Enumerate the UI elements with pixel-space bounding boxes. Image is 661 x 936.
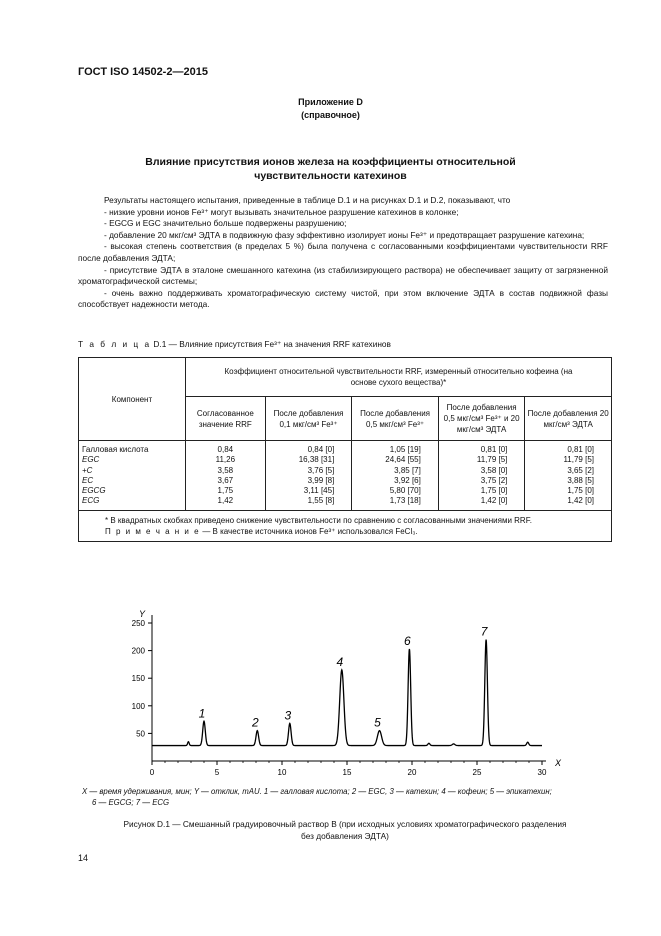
y-tick-label: 50 (136, 729, 145, 739)
cell-agreed: 3,67 (185, 476, 265, 486)
cell-fe05: 1,05 [19] (352, 441, 439, 456)
cell-fe05-edta: 3,75 [2] (438, 476, 525, 486)
header-fe05-edta: После добавления 0,5 мкг/см³ Fe³⁺ и 20 мкг/см³ ЭДТА (438, 397, 525, 441)
chromatogram-chart (100, 609, 570, 780)
x-tick-label: 30 (537, 768, 547, 777)
chart-axes (139, 609, 562, 768)
bullet-5: - присутствие ЭДТА в эталоне смешанного катехина (из стабилизирующего раствора) не обеспечивает защиту от загрязненной хроматографической системы; (78, 264, 608, 287)
table-caption (78, 339, 391, 349)
peak-label: 1 (198, 706, 206, 721)
cell-component: ECG (79, 496, 186, 510)
table-caption-prefix: Т а б л и ц а (78, 339, 152, 349)
figure-caption-line1: Рисунок D.1 — Смешанный градуировочный раствор B (при исходных условиях хроматографического разделения (123, 819, 567, 829)
body-text (78, 195, 608, 311)
header-component: Компонент (79, 358, 186, 441)
peak-label: 6 (404, 633, 411, 648)
cell-edta: 3,65 [2] (525, 466, 612, 476)
cell-fe05: 1,73 [18] (352, 496, 439, 510)
bullet-6: - очень важно поддерживать хроматографическую систему чистой, при этом включение ЭДТА в состав подвижной фазы способствует надежности метода. (78, 287, 608, 310)
peak-labels (199, 625, 489, 730)
cell-edta: 1,75 [0] (525, 486, 612, 496)
bullet-2: - EGCG и EGC значительно больше подвержены разрушению; (104, 218, 347, 229)
cell-edta: 3,88 [5] (525, 476, 612, 486)
cell-agreed: 0,84 (185, 441, 265, 456)
header-edta: После добавления 20 мкг/см³ ЭДТА (525, 397, 612, 441)
figure-legend (82, 786, 612, 808)
peak-label: 5 (374, 715, 381, 730)
peak-label: 7 (480, 624, 488, 639)
chromatogram-line (152, 640, 542, 746)
y-axis-label: Y (139, 609, 146, 619)
cell-component: Галловая кислота (79, 441, 186, 456)
note-text: — В качестве источника ионов Fe³⁺ использовался FeCl₃. (202, 526, 418, 536)
y-tick-label: 100 (131, 701, 145, 711)
bullet-1: - низкие уровни ионов Fe³⁺ могут вызывать значительное разрушение катехинов в колонке; (104, 206, 459, 217)
annex-type: (справочное) (301, 110, 360, 120)
rrf-table (78, 357, 612, 542)
peak-label: 3 (284, 708, 292, 723)
document-header: ГОСТ ISO 14502-2—2015 (78, 66, 208, 78)
header-rrf-group: Коэффициент относительной чувствительности RRF, измеренный относительно кофеина (на основе сухого вещества)* (185, 358, 611, 397)
note-label: П р и м е ч а н и е (105, 526, 201, 536)
x-tick-label: 5 (214, 768, 220, 777)
header-fe01: После добавления 0,1 мкг/см³ Fe³⁺ (265, 397, 352, 441)
header-agreed: Согласованное значение RRF (185, 397, 265, 441)
table-row (79, 455, 612, 465)
annex-title: Приложение D (298, 97, 363, 107)
table-row (79, 496, 612, 510)
table-row (79, 466, 612, 476)
x-tick-label: 25 (472, 768, 482, 777)
x-tick-label: 10 (277, 768, 287, 777)
table-caption-text: D.1 — Влияние присутствия Fe³⁺ на значения RRF катехинов (153, 339, 391, 349)
cell-fe05: 3,85 [7] (352, 466, 439, 476)
cell-fe05-edta: 1,42 [0] (438, 496, 525, 510)
cell-component: EC (79, 476, 186, 486)
table-row (79, 476, 612, 486)
bullet-4: - высокая степень соответствия (в пределах 5 %) была получена с согласованными коэффициентами чувствительности RRF после добавления ЭДТА; (78, 241, 608, 263)
table-row (79, 441, 612, 456)
figure-caption-line2: без добавления ЭДТА) (301, 831, 389, 841)
y-tick-label: 250 (131, 619, 145, 628)
cell-fe01: 3,99 [8] (265, 476, 352, 486)
table-footnote: * В квадратных скобках приведено снижение чувствительности по сравнению с согласованными значениями RRF. (105, 515, 532, 525)
page-number: 14 (78, 853, 89, 863)
table-note (85, 526, 605, 537)
peak-label: 4 (336, 654, 344, 669)
y-tick-label: 150 (131, 674, 145, 684)
cell-component: EGCG (79, 486, 186, 496)
cell-edta: 11,79 [5] (525, 455, 612, 465)
cell-fe05-edta: 0,81 [0] (438, 441, 525, 456)
x-tick-label: 0 (149, 768, 155, 777)
cell-fe01: 1,55 [8] (265, 496, 352, 510)
cell-fe05-edta: 1,75 [0] (438, 486, 525, 496)
cell-agreed: 1,75 (185, 486, 265, 496)
cell-fe05-edta: 3,58 [0] (438, 466, 525, 476)
x-tick-label: 20 (407, 768, 417, 777)
bullet-3: - добавление 20 мкг/см³ ЭДТА в подвижную фазу эффективно изолирует ионы Fe³⁺ и предотвращает разрушение катехина; (104, 229, 585, 240)
legend-line2: 6 — EGCG; 7 — ECG (92, 798, 170, 807)
cell-fe01: 0,84 [0] (265, 441, 352, 456)
table-footnote-cell (79, 510, 612, 541)
cell-agreed: 3,58 (185, 466, 265, 476)
x-axis-label: X (555, 758, 562, 768)
table-row (79, 486, 612, 496)
cell-fe05: 3,92 [6] (352, 476, 439, 486)
section-title-line2: чувствительности катехинов (254, 170, 407, 182)
cell-fe05-edta: 11,79 [5] (438, 455, 525, 465)
cell-fe01: 16,38 [31] (265, 455, 352, 465)
cell-edta: 1,42 [0] (525, 496, 612, 510)
paragraph-intro: Результаты настоящего испытания, приведенные в таблице D.1 и на рисунках D.1 и D.2, показывают, что (104, 195, 511, 205)
y-tick-label: 200 (131, 646, 145, 656)
legend-line1: X — время удерживания, мин; Y — отклик, mAU. 1 — галловая кислота; 2 — EGC, 3 — катехин; 4 — кофеин; 5 — эпикатехин; (82, 787, 552, 796)
peak-label: 2 (251, 715, 259, 730)
cell-fe05: 5,80 [70] (352, 486, 439, 496)
section-title-line1: Влияние присутствия ионов железа на коэффициенты относительной (145, 156, 516, 168)
cell-component: EGC (79, 455, 186, 465)
cell-agreed: 11,26 (185, 455, 265, 465)
cell-fe01: 3,76 [5] (265, 466, 352, 476)
figure-caption (78, 818, 612, 842)
cell-agreed: 1,42 (185, 496, 265, 510)
table-footer (79, 510, 612, 541)
cell-edta: 0,81 [0] (525, 441, 612, 456)
cell-fe05: 24,64 [55] (352, 455, 439, 465)
header-fe05: После добавления 0,5 мкг/см³ Fe³⁺ (352, 397, 439, 441)
cell-component: +C (79, 466, 186, 476)
x-tick-label: 15 (342, 768, 352, 777)
cell-fe01: 3,11 [45] (265, 486, 352, 496)
